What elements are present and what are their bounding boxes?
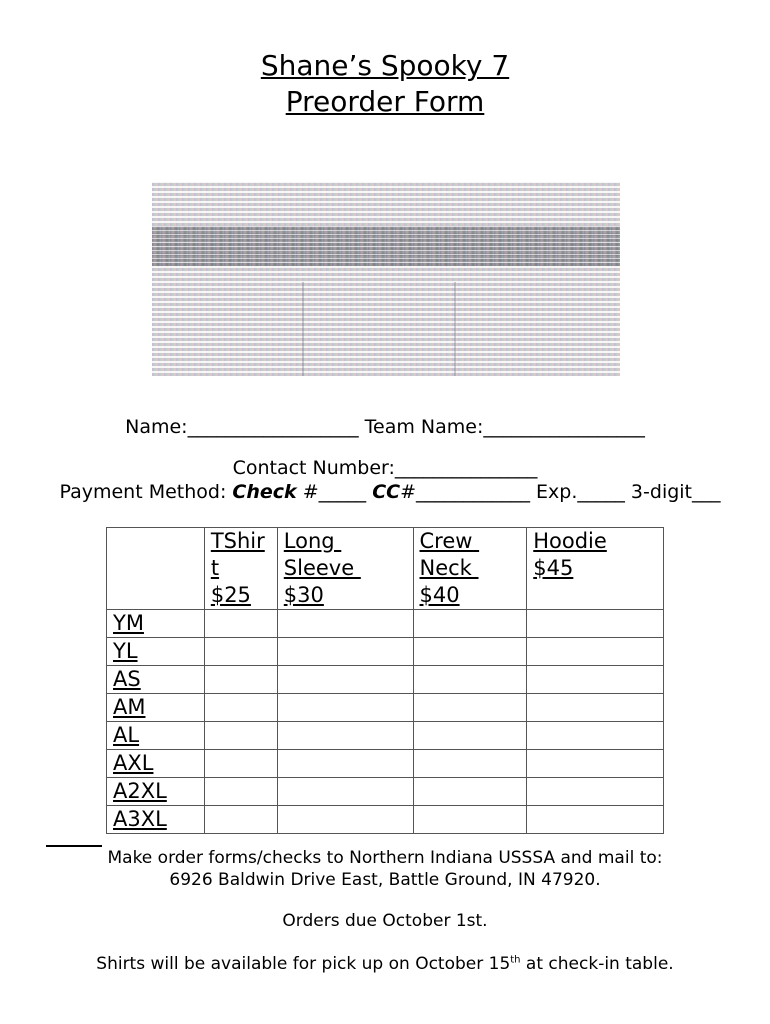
cc-number-field[interactable]: #____________ (400, 481, 530, 503)
contact-label: Contact Number: (232, 457, 395, 479)
size-label: YL (107, 638, 205, 666)
quantity-cell[interactable] (204, 638, 277, 666)
cc-label: CC (372, 481, 401, 503)
quantity-cell[interactable] (204, 610, 277, 638)
contact-field[interactable]: _______________ (394, 457, 538, 479)
table-row (107, 610, 664, 638)
banner-divider (302, 282, 304, 376)
check-number-field[interactable]: #_____ (302, 481, 367, 503)
quantity-cell[interactable] (527, 610, 664, 638)
pickup-ordinal: th (510, 954, 521, 966)
quantity-cell[interactable] (527, 638, 664, 666)
quantity-cell[interactable] (527, 722, 664, 750)
quantity-cell[interactable] (413, 694, 527, 722)
table-row (107, 638, 664, 666)
quantity-cell[interactable] (277, 638, 413, 666)
size-label: A2XL (107, 778, 205, 806)
quantity-cell[interactable] (527, 806, 664, 834)
quantity-cell[interactable] (277, 610, 413, 638)
quantity-cell[interactable] (527, 666, 664, 694)
quantity-cell[interactable] (277, 694, 413, 722)
size-label: AM (107, 694, 205, 722)
quantity-cell[interactable] (277, 666, 413, 694)
table-row (107, 806, 664, 834)
event-banner-image (152, 182, 620, 376)
size-label: AL (107, 722, 205, 750)
header-hoodie: Hoodie $45 (527, 528, 664, 610)
header-long-sleeve: Long Sleeve $30 (277, 528, 413, 610)
blank-header-cell (107, 528, 205, 610)
mail-instructions: Make order forms/checks to Northern Indiana USSSA and mail to: (107, 848, 663, 868)
banner-divider (454, 282, 456, 376)
name-label: Name: (125, 416, 188, 438)
size-label: AS (107, 666, 205, 694)
size-label: A3XL (107, 806, 205, 834)
quantity-cell[interactable] (527, 750, 664, 778)
pickup-note (0, 953, 770, 975)
quantity-cell[interactable] (204, 666, 277, 694)
team-name-field[interactable]: _________________ (483, 416, 645, 438)
header-crew-neck: Crew Neck $40 (413, 528, 527, 610)
table-header-row (107, 528, 664, 610)
table-row (107, 694, 664, 722)
table-row (107, 722, 664, 750)
quantity-cell[interactable] (413, 722, 527, 750)
size-label: AXL (107, 750, 205, 778)
check-label: Check (232, 481, 297, 503)
quantity-cell[interactable] (277, 778, 413, 806)
quantity-cell[interactable] (204, 750, 277, 778)
table-row (107, 778, 664, 806)
expiration-field[interactable]: Exp._____ 3-digit___ (536, 481, 721, 503)
quantity-cell[interactable] (527, 694, 664, 722)
quantity-cell[interactable] (413, 806, 527, 834)
quantity-cell[interactable] (277, 806, 413, 834)
form-title-line-2: Preorder Form (285, 85, 485, 118)
quantity-cell[interactable] (204, 722, 277, 750)
contact-line (0, 456, 770, 480)
size-label: YM (107, 610, 205, 638)
header-tshirt: TShir t $25 (204, 528, 277, 610)
quantity-cell[interactable] (527, 778, 664, 806)
quantity-cell[interactable] (204, 694, 277, 722)
payment-line (40, 480, 740, 504)
due-date-note: Orders due October 1st. (282, 911, 488, 931)
name-team-line (0, 415, 770, 439)
payment-label: Payment Method: (59, 481, 227, 503)
quantity-cell[interactable] (413, 638, 527, 666)
banner-dark-band (152, 226, 620, 266)
name-field[interactable]: __________________ (187, 416, 359, 438)
pickup-text: Shirts will be available for pick up on October 15 (96, 954, 511, 974)
quantity-cell[interactable] (413, 750, 527, 778)
form-title-line-1: Shane’s Spooky 7 (260, 49, 510, 82)
mailing-address: 6926 Baldwin Drive East, Battle Ground, IN 47920. (169, 870, 601, 890)
table-row (107, 750, 664, 778)
order-table (106, 527, 664, 834)
quantity-cell[interactable] (204, 778, 277, 806)
team-name-label: Team Name: (364, 416, 484, 438)
quantity-cell[interactable] (204, 806, 277, 834)
quantity-cell[interactable] (277, 750, 413, 778)
quantity-cell[interactable] (413, 610, 527, 638)
quantity-cell[interactable] (413, 666, 527, 694)
quantity-cell[interactable] (413, 778, 527, 806)
quantity-cell[interactable] (277, 722, 413, 750)
pickup-text-end: at check-in table. (520, 954, 674, 974)
table-row (107, 666, 664, 694)
